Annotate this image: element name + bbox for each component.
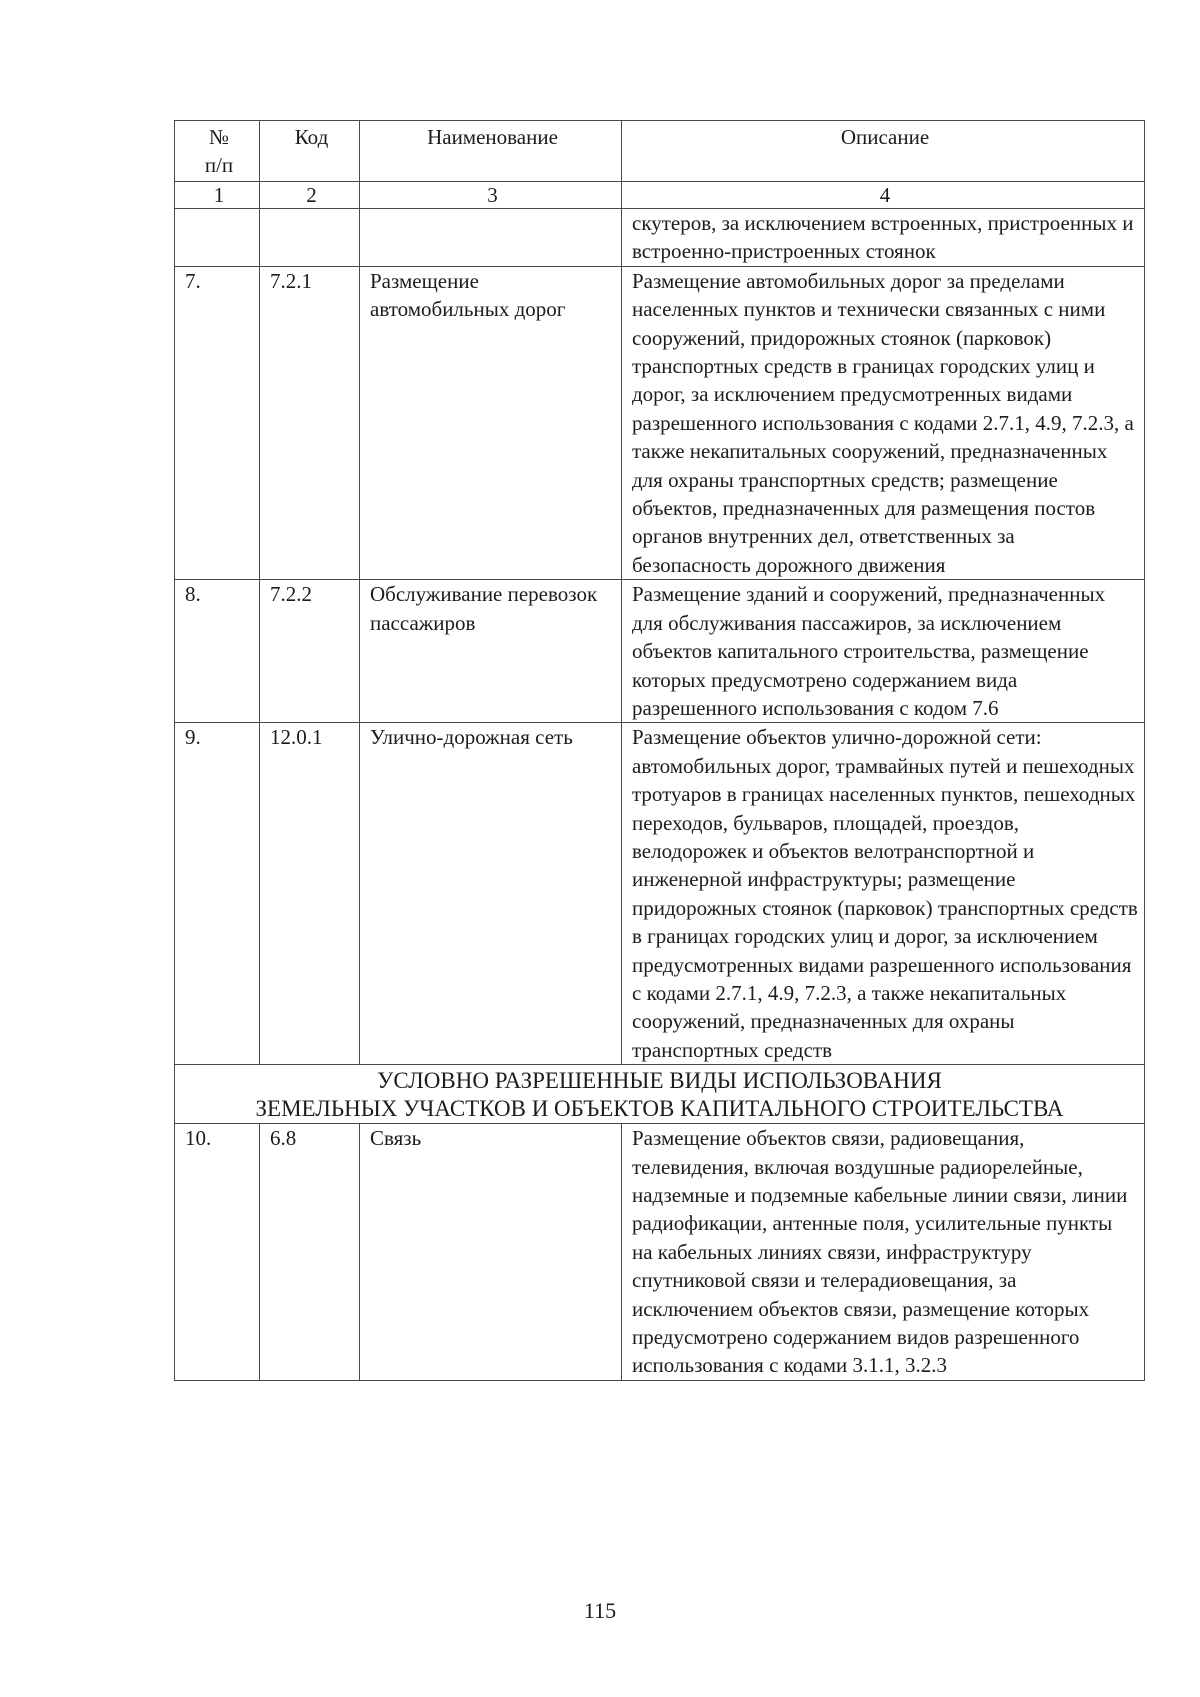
column-number: 3 [360, 182, 622, 209]
row-number: 10. [175, 1124, 260, 1381]
section-header-row [175, 1065, 1145, 1124]
row-name: Обслуживание перевозок пассажиров [360, 580, 622, 723]
table-row [175, 266, 1145, 579]
column-number: 1 [175, 182, 260, 209]
row-description: Размещение объектов связи, радиовещания, телевидения, включая воздушные радиорелейные, надземные и подземные кабельные линии связи, линии радиофикации, антенные поля, усилительные пункты на кабельных линиях связи, инфраструктуру спутниковой связи и телерадиовещания, за исключением объектов связи, размещение которых предусмотрено содержанием видов разрешенного использования с кодами 3.1.1, 3.2.3 [622, 1124, 1145, 1381]
row-number: 9. [175, 723, 260, 1065]
column-number: 2 [260, 182, 360, 209]
row-description: Размещение объектов улично-дорожной сети: автомобильных дорог, трамвайных путей и пешеходных тротуаров в границах населенных пунктов, пешеходных переходов, бульваров, площадей, проездов, велодорожек и объектов велотранспортной и инженерной инфраструктуры; размещение придорожных стоянок (парковок) транспортных средств в границах городских улиц и дорог, за исключением предусмотренных видами разрешенного использования с кодами 2.7.1, 4.9, 7.2.3, а также некапитальных сооружений, предназначенных для охраны транспортных средств [622, 723, 1145, 1065]
row-code: 6.8 [260, 1124, 360, 1381]
row-code: 7.2.1 [260, 266, 360, 579]
header-name: Наименование [360, 121, 622, 182]
continuation-row [175, 209, 1145, 267]
column-number-row [175, 182, 1145, 209]
table-row [175, 1124, 1145, 1381]
header-num: № п/п [175, 121, 260, 182]
row-number: 8. [175, 580, 260, 723]
section-title: УСЛОВНО РАЗРЕШЕННЫЕ ВИДЫ ИСПОЛЬЗОВАНИЯ ЗЕМЕЛЬНЫХ УЧАСТКОВ И ОБЪЕКТОВ КАПИТАЛЬНОГО СТРОИТЕЛЬСТВА [175, 1065, 1145, 1124]
land-use-table [174, 120, 1145, 1381]
row-description: Размещение зданий и сооружений, предназначенных для обслуживания пассажиров, за исключением объектов капитального строительства, размещение которых предусмотрено содержанием вида разрешенного использования с кодом 7.6 [622, 580, 1145, 723]
row-name: Связь [360, 1124, 622, 1381]
column-number: 4 [622, 182, 1145, 209]
row-code: 12.0.1 [260, 723, 360, 1065]
header-code: Код [260, 121, 360, 182]
row-name: Улично-дорожная сеть [360, 723, 622, 1065]
page-number: 115 [583, 1598, 617, 1623]
row-name: Размещение автомобильных дорог [360, 266, 622, 579]
header-row [175, 121, 1145, 182]
row-number: 7. [175, 266, 260, 579]
header-desc: Описание [622, 121, 1145, 182]
table-row [175, 580, 1145, 723]
table-row [175, 723, 1145, 1065]
continuation-description: скутеров, за исключением встроенных, пристроенных и встроенно-пристроенных стоянок [622, 209, 1145, 267]
row-code: 7.2.2 [260, 580, 360, 723]
row-description: Размещение автомобильных дорог за пределами населенных пунктов и технически связанных с ними сооружений, придорожных стоянок (парковок) транспортных средств в границах городских улиц и дорог, за исключением предусмотренных видами разрешенного использования с кодами 2.7.1, 4.9, 7.2.3, а также некапитальных сооружений, предназначенных для охраны транспортных средств; размещение объектов, предназначенных для размещения постов органов внутренних дел, ответственных за безопасность дорожного движения [622, 266, 1145, 579]
